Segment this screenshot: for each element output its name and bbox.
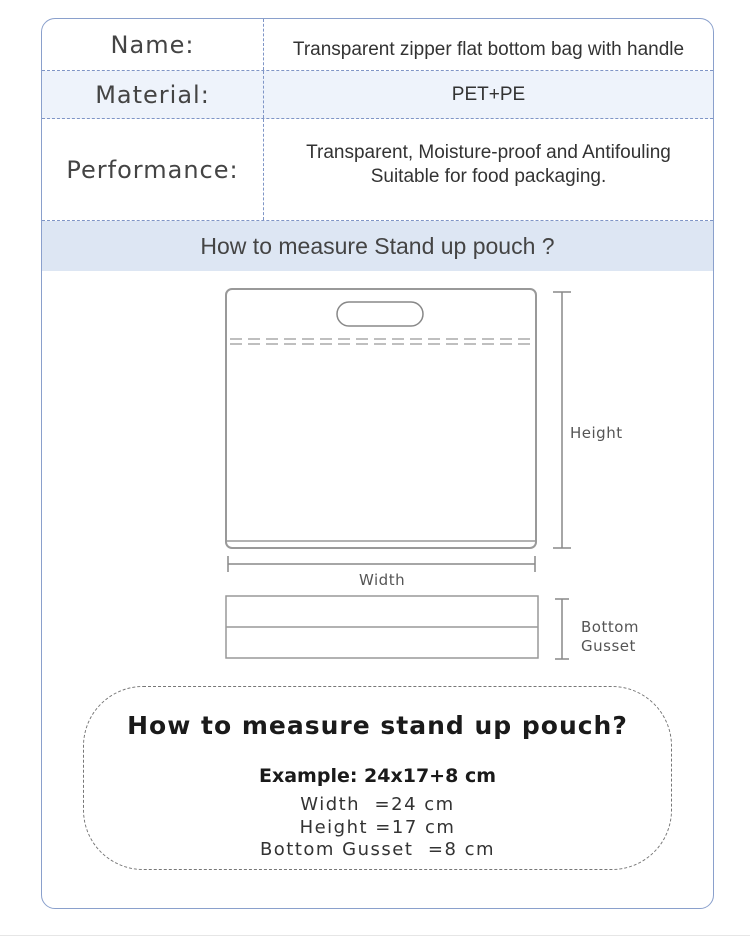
example-heading: Example: 24x17+8 cm bbox=[258, 765, 497, 787]
spec-row-name bbox=[42, 19, 713, 71]
spec-row-performance bbox=[42, 119, 713, 221]
performance-label: Performance: bbox=[42, 119, 264, 220]
gusset-label-line-1: Bottom bbox=[581, 618, 640, 636]
name-value-text: Transparent zipper flat bottom bag with handle bbox=[292, 38, 685, 60]
section-title: How to measure Stand up pouch ? bbox=[42, 221, 713, 271]
example-box bbox=[83, 686, 672, 870]
material-value-text: PET+PE bbox=[451, 83, 526, 105]
gusset-label-line-2: Gusset bbox=[581, 637, 636, 655]
height-label: Height bbox=[570, 424, 623, 442]
spec-row-material bbox=[42, 71, 713, 119]
example-width-line: Width =24 cm bbox=[300, 794, 455, 815]
example-gusset-line: Bottom Gusset =8 cm bbox=[259, 839, 496, 860]
page-divider bbox=[0, 935, 750, 936]
material-value bbox=[264, 71, 713, 118]
performance-value bbox=[264, 119, 713, 220]
performance-line-2: Suitable for food packaging. bbox=[370, 165, 607, 187]
material-label: Material: bbox=[42, 71, 264, 118]
name-label: Name: bbox=[42, 19, 264, 70]
name-value bbox=[264, 19, 713, 70]
width-label: Width bbox=[359, 571, 406, 589]
performance-line-1: Transparent, Moisture-proof and Antifouling bbox=[306, 141, 671, 163]
example-title: How to measure stand up pouch? bbox=[127, 711, 628, 740]
example-height-line: Height =17 cm bbox=[299, 817, 456, 838]
